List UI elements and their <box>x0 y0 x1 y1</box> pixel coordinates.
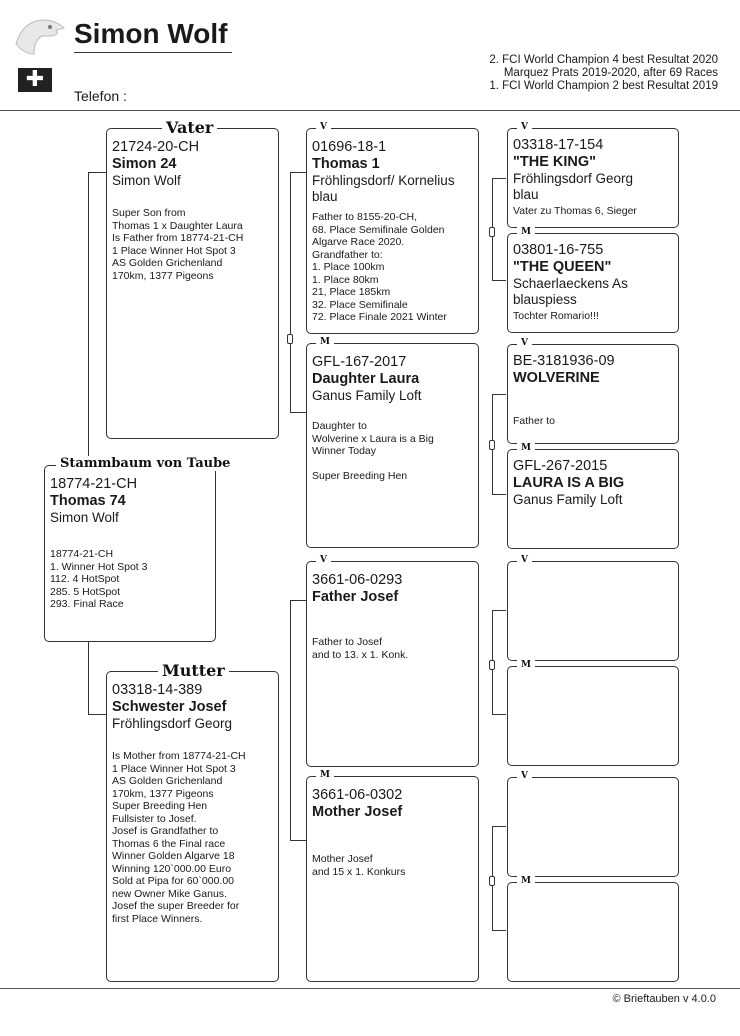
connector-line <box>290 600 291 840</box>
great-grandparent-card-empty <box>507 777 679 877</box>
great-grandparent-card-empty <box>507 882 679 982</box>
connector-line <box>290 600 306 601</box>
grandsire-maternal-card <box>306 561 479 767</box>
connector-line <box>88 714 108 715</box>
swiss-flag-icon: ✚ <box>18 68 52 92</box>
connector-knob <box>489 660 495 670</box>
pigeon-name: Mother Josef <box>312 804 403 820</box>
connector-line <box>492 394 506 395</box>
connector-knob <box>489 876 495 886</box>
pigeon-name: Thomas 1 <box>312 156 380 172</box>
notes: Daughter to Wolverine x Laura is a Big Winner Today Super Breeding Hen <box>312 420 434 482</box>
owner: Fröhlingsdorf/ Kornelius <box>312 173 455 188</box>
connector-knob <box>489 440 495 450</box>
notes: Mother Josef and 15 x 1. Konkurs <box>312 853 406 878</box>
owner: Simon Wolf <box>112 173 181 188</box>
phone-label: Telefon : <box>74 88 127 104</box>
connector-knob <box>287 334 293 344</box>
color: blau <box>312 189 338 204</box>
notes: 18774-21-CH 1. Winner Hot Spot 3 112. 4 HotSpot 285. 5 HotSpot 293. Final Race <box>50 548 148 610</box>
connector-line <box>492 494 506 495</box>
owner: Ganus Family Loft <box>312 388 422 403</box>
pigeon-name: Thomas 74 <box>50 493 126 509</box>
ring-number: 21724-20-CH <box>112 139 200 155</box>
achievement-line: 1. FCI World Champion 2 best Resultat 2019 <box>489 80 718 92</box>
sire-label: V <box>517 338 532 348</box>
granddam-maternal-card <box>306 776 479 982</box>
subject-pigeon-card <box>44 465 216 642</box>
ring-number: BE-3181936-09 <box>513 353 615 369</box>
header-divider <box>0 110 740 111</box>
connector-line <box>492 610 506 611</box>
notes: Super Son from Thomas 1 x Daughter Laura Is Father from 18774-21-CH 1 Place Winner Hot Spot 3 AS Golden Grichenland 170km, 1377 Pigeons <box>112 207 244 282</box>
great-grandparent-card-empty <box>507 561 679 661</box>
great-grandparent-card <box>507 449 679 549</box>
pigeon-name: WOLVERINE <box>513 370 600 386</box>
ring-number: 03801-16-755 <box>513 242 604 258</box>
connector-line <box>88 172 108 173</box>
mother-card <box>106 671 279 982</box>
notes: Father to 8155-20-CH, 68. Place Semifinale Golden Algarve Race 2020. Grandfather to: 1. Place 100km 1. Place 80km 21, Place 185km 32. Place Semifinale 72. Place Finale 2021 Winter <box>312 211 447 323</box>
dam-label: M <box>517 876 535 886</box>
dam-label: M <box>316 337 334 347</box>
connector-line <box>290 412 306 413</box>
achievements <box>489 54 718 93</box>
pigeon-name: LAURA IS A BIG <box>513 475 625 491</box>
great-grandparent-card <box>507 344 679 444</box>
achievement-line: Marquez Prats 2019-2020, after 69 Races <box>503 67 718 79</box>
great-grandparent-card-empty <box>507 666 679 766</box>
notes: Vater zu Thomas 6, Sieger <box>513 205 637 217</box>
color: blau <box>513 187 539 202</box>
connector-line <box>290 172 306 173</box>
great-grandparent-card <box>507 128 679 228</box>
ring-number: GFL-267-2015 <box>513 458 608 474</box>
owner: Simon Wolf <box>50 510 119 525</box>
ring-number: 03318-14-389 <box>112 682 203 698</box>
sire-label: V <box>517 771 532 781</box>
owner-underline <box>74 52 232 53</box>
ring-number: 01696-18-1 <box>312 139 387 155</box>
ring-number: 03318-17-154 <box>513 137 604 153</box>
connector-line <box>492 714 506 715</box>
connector-line <box>492 930 506 931</box>
owner: Schaerlaeckens As <box>513 276 628 291</box>
eagle-logo-icon <box>12 14 68 58</box>
connector-line <box>290 172 291 412</box>
grandsire-paternal-card <box>306 128 479 334</box>
footer-credit: © Brieftauben v 4.0.0 <box>612 993 716 1005</box>
color: blauspiess <box>513 292 577 307</box>
notes: Tochter Romario!!! <box>513 310 599 322</box>
connector-line <box>88 642 89 714</box>
dam-label: M <box>517 443 535 453</box>
footer-divider <box>0 988 740 989</box>
owner: Fröhlingsdorf Georg <box>112 716 233 731</box>
connector-line <box>492 826 506 827</box>
sire-label: V <box>316 555 331 565</box>
notes: Father to Josef and to 13. x 1. Konk. <box>312 636 409 661</box>
pigeon-name: "THE QUEEN" <box>513 259 612 275</box>
mother-label: Mutter <box>158 661 229 680</box>
connector-knob <box>489 227 495 237</box>
owner-name: Simon Wolf <box>74 18 228 49</box>
pigeon-name: Daughter Laura <box>312 371 420 387</box>
granddam-paternal-card <box>306 343 479 548</box>
connector-line <box>88 172 89 462</box>
owner: Fröhlingsdorf Georg <box>513 171 634 186</box>
pigeon-name: Schwester Josef <box>112 699 227 715</box>
dam-label: M <box>316 770 334 780</box>
pigeon-name: Father Josef <box>312 589 399 605</box>
ring-number: 18774-21-CH <box>50 476 138 492</box>
connector-line <box>492 178 506 179</box>
notes: Father to <box>513 415 556 427</box>
notes: Is Mother from 18774-21-CH 1 Place Winner Hot Spot 3 AS Golden Grichenland 170km, 1377 Pigeons Super Breeding Hen Fullsister to Josef. Josef is Grandfather to Thomas 6 the Final race Winner Golden Algarve 18 Winning 120`000.00 Euro Sold at Pipa for 60`000.00 new Owner Mike Ganus. Josef the super Breeder for first Place Winners. <box>112 750 246 925</box>
ring-number: 3661-06-0293 <box>312 572 403 588</box>
pedigree-label: Stammbaum von Taube <box>56 456 234 471</box>
ring-number: 3661-06-0302 <box>312 787 403 803</box>
great-grandparent-card <box>507 233 679 333</box>
connector-line <box>290 840 306 841</box>
connector-line <box>492 280 506 281</box>
pigeon-name: Simon 24 <box>112 156 177 172</box>
pigeon-name: "THE KING" <box>513 154 597 170</box>
dam-label: M <box>517 660 535 670</box>
owner: Ganus Family Loft <box>513 492 623 507</box>
sire-label: V <box>316 122 331 132</box>
sire-label: V <box>517 555 532 565</box>
sire-label: V <box>517 122 532 132</box>
father-card <box>106 128 279 439</box>
dam-label: M <box>517 227 535 237</box>
father-label: Vater <box>162 118 217 137</box>
achievement-line: 2. FCI World Champion 4 best Resultat 2020 <box>489 54 718 66</box>
ring-number: GFL-167-2017 <box>312 354 407 370</box>
